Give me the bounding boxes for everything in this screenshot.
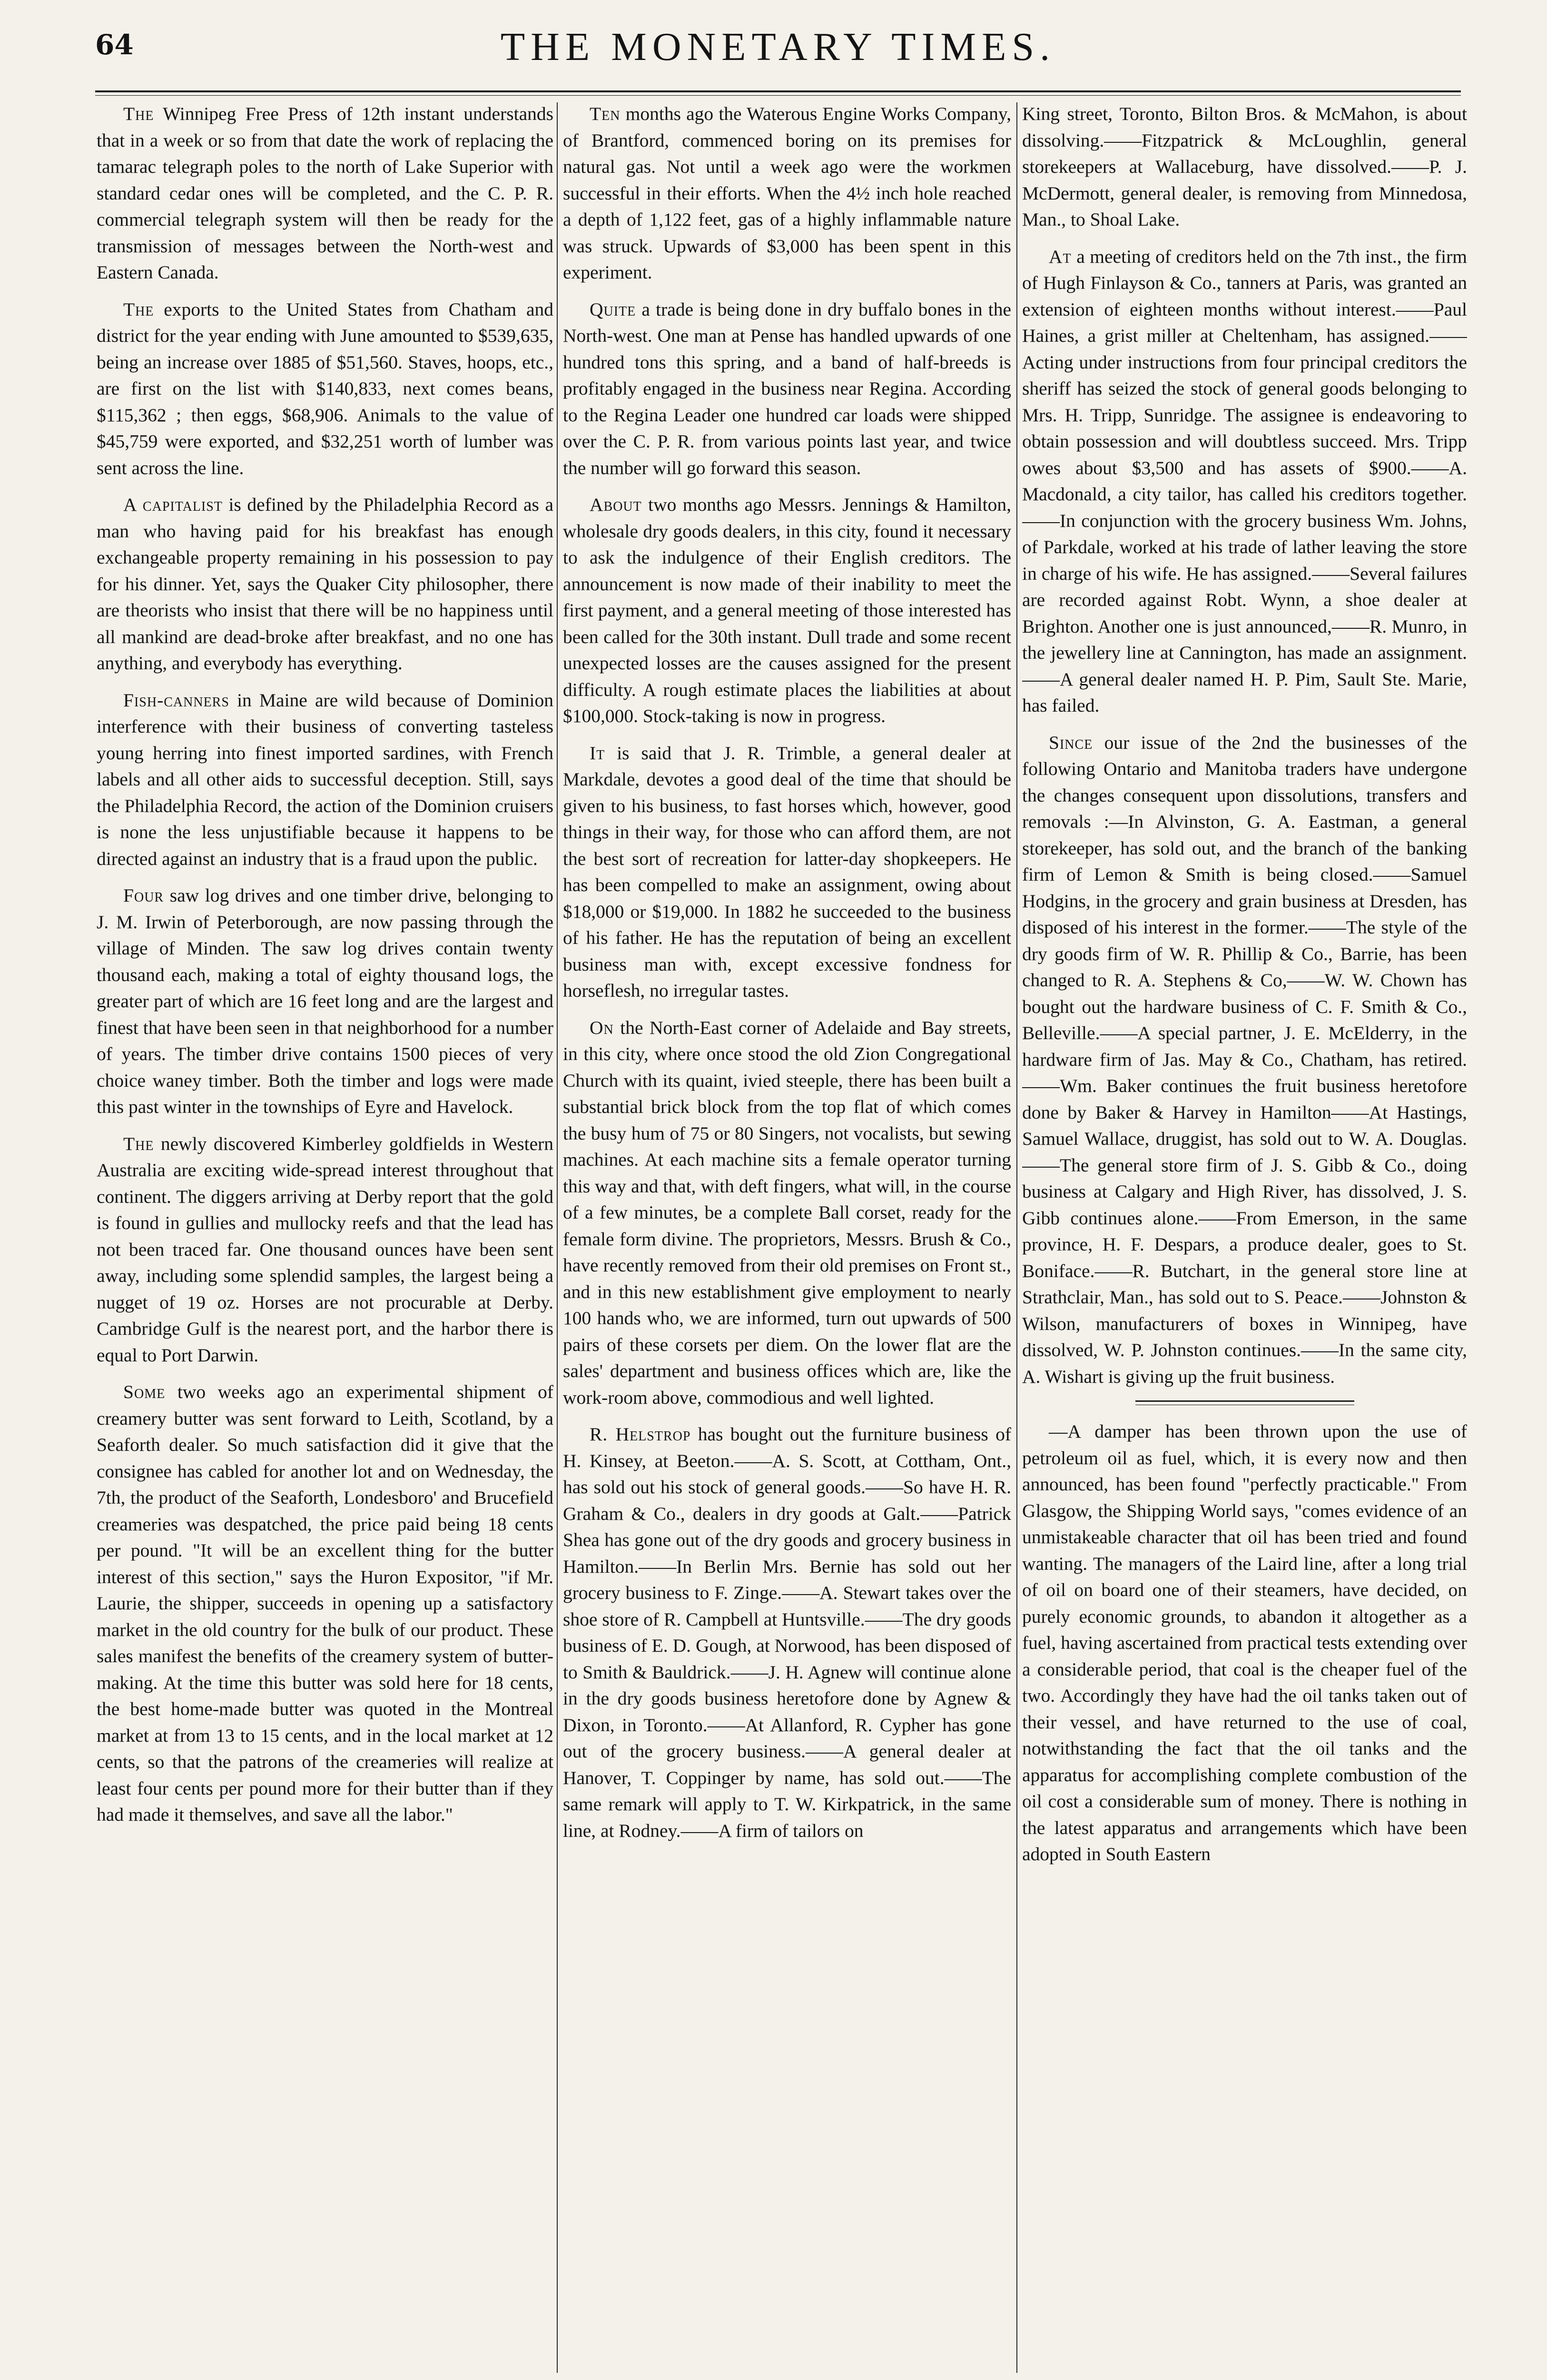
column-2 (563, 101, 1011, 2376)
paragraph-text: a meeting of creditors held on the 7th inst., the firm of Hugh Finlayson & Co., tanners at Paris, was granted an extension of eighteen months without interest.——Paul Haines, a grist miller at Cheltenham, has assigned.——Acting under instructions from four principal creditors the sheriff has seized the stock of general goods belonging to Mrs. H. Tripp, Sunridge. The assignee is endeavoring to obtain possession and will doubtless succeed. Mrs. Tripp owes about $3,500 and has assets of $900.——A. Macdonald, a city tailor, has called his creditors together.——In conjunction with the grocery business Wm. Johns, of Parkdale, worked at his trade of lather leaving the store in charge of his wife. He has assigned.——Several failures are recorded against Robt. Wynn, a shoe dealer at Brighton. Another one is just announced,——R. Munro, in the jewellery line at Cannington, has made an assignment.——A general dealer named H. P. Pim, Sault Ste. Marie, has failed. (1022, 246, 1467, 716)
page-number: 64 (95, 29, 134, 61)
paragraph-lead-word: Since (1049, 732, 1093, 753)
paragraph-text: newly discovered Kimberley goldfields in Western Australia are exciting wide-spread interest throughout that continent. The diggers arriving at Derby report that the gold is found in gullies and mullocky reefs and that the lead has not been traced far. One thousand ounces have been sent away, including some splendid samples, the largest being a nugget of 19 oz. Horses are not procurable at Derby. Cambridge Gulf is the nearest port, and the harbor there is equal to Port Darwin. (97, 1133, 553, 1366)
article-paragraph (563, 1421, 1011, 1844)
paragraph-lead-word: About (590, 494, 642, 515)
paragraph-lead-word: R. Helstrop (590, 1424, 691, 1445)
article-paragraph (1022, 730, 1467, 1390)
newspaper-title: THE MONETARY TIMES. (500, 25, 1056, 69)
paragraph-lead-word: Fish-canners (123, 689, 229, 711)
article-paragraph (563, 297, 1011, 482)
paragraph-text: the North-East corner of Adelaide and Bay streets, in this city, where once stood the old Zion Congregational Church with its quaint, ivied steeple, there has been built a substantial brick block from the top flat of which comes the busy hum of 75 or 80 Singers, not vocalists, but sewing machines. At each machine sits a female operator turning this way and that, with deft fingers, what will, in the course of a few minutes, be a complete Ball corset, ready for the female form divine. The proprietors, Messrs. Brush & Co., have recently removed from their old premises on Front st., and in this new establishment give employment to nearly 100 hands who, we are informed, turn out upwards of 500 pairs of these corsets per diem. On the lower flat are the sales' department and business offices which are, like the work-room above, commodious and well lighted. (563, 1017, 1011, 1408)
header-rule-thin (95, 95, 1461, 96)
paragraph-lead-word: The (123, 1133, 154, 1154)
column-divider (1016, 102, 1017, 2373)
column-1 (97, 101, 553, 2376)
paragraph-text: —A damper has been thrown upon the use of petroleum oil as fuel, which, it is every now and then announced, has been found "perfectly practicable." From Glasgow, the Shipping World says, "comes evidence of an unmistakeable character that oil has been tried and found wanting. The managers of the Laird line, after a long trial of oil on board one of their steamers, have decided, on purely economic grounds, to abandon it altogether as a fuel, having ascertained from practical tests extending over a considerable period, that coal is the cheaper fuel of the two. Accordingly they have had the oil tanks taken out of their vessel, and have returned to the use of coal, notwithstanding the fact that the oil tanks and the apparatus for accomplishing complete combustion of the oil cost a considerable sum of money. There is nothing in the latest apparatus and arrangements which have been adopted in South Eastern (1022, 1421, 1467, 1864)
paragraph-text: is defined by the Philadelphia Record as a man who having paid for his breakfast has enough exchangeable property remaining in his possession to pay for his dinner. Yet, says the Quaker City philosopher, there are theorists who insist that there will be no happiness until all mankind are dead-broke after breakfast, and no one has anything, and everybody has everything. (97, 494, 553, 674)
paragraph-lead-word: Quite (590, 298, 636, 320)
paragraph-lead-word: The (123, 298, 154, 320)
article-paragraph (563, 740, 1011, 1004)
header-rule (95, 90, 1461, 92)
paragraph-text: saw log drives and one timber drive, belonging to J. M. Irwin of Peterborough, are now passing through the village of Minden. The saw log drives contain twenty thousand each, making a total of eighty thousand logs, the greater part of which are 16 feet long and are the largest and finest that have been seen in that neighborhood for a number of years. The timber drive contains 1500 pieces of very choice waney timber. Both the timber and logs were made this past winter in the townships of Eyre and Havelock. (97, 885, 553, 1117)
article-paragraph (97, 101, 553, 286)
paragraph-lead-word: The (123, 103, 154, 124)
article-paragraph (563, 1015, 1011, 1411)
paragraph-text: is said that J. R. Trimble, a general dealer at Markdale, devotes a good deal of the time that should be given to his business, to fast horses which, however, good things in their way, for those who can afford them, are not the best sort of recreation for latter-day shopkeepers. He has been compelled to make an assignment, owing about $18,000 or $19,000. In 1882 he succeeded to the business of his father. He has the reputation of being an excellent business man with, except excessive fondness for horseflesh, no irregular tastes. (563, 742, 1011, 1001)
paragraph-text: a trade is being done in dry buffalo bones in the North-west. One man at Pense has handled upwards of one hundred tons this spring, and a band of half-breeds is profitably engaged in the business near Regina. According to the Regina Leader one hundred car loads were shipped over the C. P. R. from various points last year, and twice the number will go forward this season. (563, 298, 1011, 478)
article-paragraph (1022, 244, 1467, 719)
article-paragraph (97, 883, 553, 1121)
paragraph-text: months ago the Waterous Engine Works Company, of Brantford, commenced boring on its premises for natural gas. Not until a week ago were the workmen successful in their efforts. When the 4½ inch hole reached a depth of 1,122 feet, gas of a highly inflammable nature was struck. Upwards of $3,000 has been spent in this experiment. (563, 103, 1011, 283)
paragraph-lead-word: A capitalist (123, 494, 223, 515)
article-paragraph (1022, 1418, 1467, 1868)
paragraph-text: our issue of the 2nd the businesses of the following Ontario and Manitoba traders have undergone the changes consequent upon dissolutions, transfers and removals :—In Alvinston, G. A. Eastman, a general storekeeper, has sold out, and the branch of the banking firm of Lemon & Smith is being closed.——Samuel Hodgins, in the grocery and grain business at Dresden, has disposed of his interest in the former.——The style of the dry goods firm of W. R. Phillip & Co., Barrie, has been changed to R. A. Stephens & Co,——W. W. Chown has bought out the hardware business of C. F. Smith & Co., Belleville.——A special partner, J. E. McElderry, in the hardware firm of Jas. May & Co., Chatham, has retired.——Wm. Baker continues the fruit business heretofore done by Baker & Harvey in Hamilton——At Hastings, Samuel Wallace, druggist, has sold out to W. A. Douglas.——The general store firm of J. S. Gibb & Co., doing business at Calgary and High River, has dissolved, J. S. Gibb continues alone.——From Emerson, in the same province, H. F. Despars, a produce dealer, goes to St. Boniface.——R. Butchart, in the general store line at Strathclair, Man., has sold out to S. Peace.——Johnston & Wilson, manufacturers of boxes in Winnipeg, have dissolved, W. P. Johnston continues.——In the same city, A. Wishart is giving up the fruit business. (1022, 732, 1467, 1387)
paragraph-lead-word: On (590, 1017, 614, 1038)
article-paragraph (97, 492, 553, 677)
article-paragraph (97, 687, 553, 873)
paragraph-text: has bought out the furniture business of H. Kinsey, at Beeton.——A. S. Scott, at Cottham, Ont., has sold out his stock of general goods.——So have H. R. Graham & Co., dealers in dry goods at Galt.——Patrick Shea has gone out of the dry goods and grocery business in Hamilton.——In Berlin Mrs. Bernie has sold out her grocery business to F. Zinge.——A. Stewart takes over the shoe store of R. Campbell at Huntsville.——The dry goods business of E. D. Gough, at Norwood, has been disposed of to Smith & Bauldrick.——J. H. Agnew will continue alone in the dry goods business heretofore done by Agnew & Dixon, in Toronto.——At Allanford, R. Cypher has gone out of the grocery business.——A general dealer at Hanover, T. Coppinger by name, has sold out.——The same remark will apply to T. W. Kirkpatrick, in the same line, at Rodney.——A firm of tailors on (563, 1424, 1011, 1841)
paragraph-text: King street, Toronto, Bilton Bros. & McMahon, is about dissolving.——Fitzpatrick & McLoughlin, general storekeepers at Wallaceburg, have dissolved.——P. J. McDermott, general dealer, is removing from Minnedosa, Man., to Shoal Lake. (1022, 103, 1467, 230)
paragraph-text: Winnipeg Free Press of 12th instant understands that in a week or so from that date the work of replacing the tamarac telegraph poles to the north of Lake Superior with standard cedar ones will be completed, and the C. P. R. commercial telegraph system will then be ready for the transmission of messages between the North-west and Eastern Canada. (97, 103, 553, 283)
paragraph-lead-word: Some (123, 1381, 166, 1402)
paragraph-lead-word: Four (123, 885, 164, 906)
column-divider (557, 102, 558, 2373)
paragraph-text: two months ago Messrs. Jennings & Hamilton, wholesale dry goods dealers, in this city, found it necessary to ask the indulgence of their English creditors. The announcement is now made of their inability to meet the first payment, and a general meeting of those interested has been called for the 30th instant. Dull trade and some recent unexpected losses are the causes assigned for the present difficulty. A rough estimate places the liabilities at about $100,000. Stock-taking is now in progress. (563, 494, 1011, 726)
article-paragraph (97, 1379, 553, 1828)
paragraph-text: exports to the United States from Chatham and district for the year ending with June amounted to $539,635, being an increase over 1885 of $51,560. Staves, hoops, etc., are first on the list with $140,833, next comes beans, $115,362 ; then eggs, $68,906. Animals to the value of $45,759 were exported, and $32,251 worth of lumber was sent across the line. (97, 298, 553, 478)
article-paragraph (563, 492, 1011, 730)
article-paragraph (1022, 101, 1467, 233)
paragraph-text: two weeks ago an experimental shipment of creamery butter was sent forward to Leith, Scotland, by a Seaforth dealer. So much satisfaction did it give that the consignee has cabled for another lot and on Wednesday, the 7th, the product of the Seaforth, Londesboro' and Brucefield creameries was despatched, the price paid being 18 cents per pound. "It will be an excellent thing for the butter interest of this section," says the Huron Expositor, "if Mr. Laurie, the shipper, succeeds in opening up a satisfactory market in the old country for the bulk of our product. These sales manifest the benefits of the creamery system of butter-making. At the time this butter was sold here for 18 cents, the best home-made butter was quoted in the Montreal market at from 13 to 15 cents, and in the local market at 12 cents, so that the patrons of the creameries will realize at least four cents per pound more for their butter than if they had made it themselves, and save all the labor." (97, 1381, 553, 1825)
article-paragraph (563, 101, 1011, 286)
paragraph-lead-word: Ten (590, 103, 621, 124)
column-3 (1022, 101, 1467, 2376)
paragraph-lead-word: It (590, 742, 605, 764)
paragraph-lead-word: At (1049, 246, 1072, 267)
section-divider (1135, 1400, 1354, 1405)
paragraph-text: in Maine are wild because of Dominion interference with their business of converting tasteless young herring into finest imported sardines, with French labels and all other aids to successful deception. Still, says the Philadelphia Record, the action of the Dominion cruisers is none the less unjustifiable because it happens to be directed against an industry that is a fraud upon the public. (97, 689, 553, 869)
article-paragraph (97, 297, 553, 482)
article-paragraph (97, 1131, 553, 1369)
masthead (95, 21, 1461, 78)
